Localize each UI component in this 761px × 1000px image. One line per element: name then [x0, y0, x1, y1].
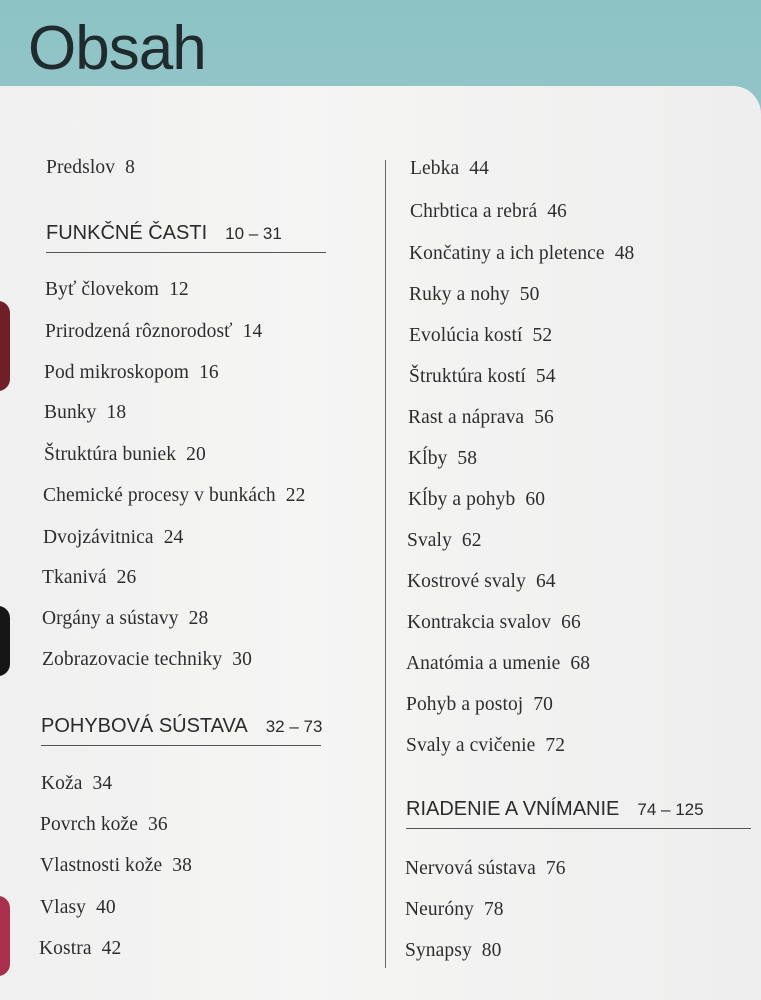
- entry-page-number: 80: [481, 940, 502, 961]
- section-page-range: 32 – 73: [265, 717, 323, 736]
- entry-page-number: 40: [96, 897, 116, 918]
- toc-entry[interactable]: [44, 362, 219, 384]
- toc-entry[interactable]: [409, 325, 552, 347]
- toc-entry[interactable]: [42, 608, 208, 630]
- entry-page-number: 44: [469, 158, 489, 179]
- toc-entry[interactable]: [410, 158, 489, 180]
- entry-title: Bunky: [44, 402, 97, 423]
- entry-title: Vlastnosti kože: [40, 855, 163, 876]
- entry-page-number: 26: [116, 567, 137, 588]
- entry-title: Evolúcia kostí: [409, 325, 523, 346]
- entry-title: Chemické procesy v bunkách: [43, 485, 276, 506]
- toc-entry[interactable]: [42, 567, 136, 589]
- column-divider: [385, 160, 386, 968]
- entry-title: Končatiny a ich pletence: [409, 243, 605, 264]
- toc-entry[interactable]: [406, 694, 553, 716]
- entry-title: Zobrazovacie techniky: [42, 649, 223, 670]
- entry-page-number: 70: [533, 694, 554, 715]
- toc-entry[interactable]: [405, 858, 566, 880]
- toc-entry[interactable]: [408, 489, 545, 511]
- entry-title: Chrbtica a rebrá: [410, 201, 538, 222]
- toc-entry[interactable]: [43, 485, 305, 507]
- entry-page-number: 62: [461, 530, 482, 551]
- entry-page-number: 54: [535, 366, 556, 387]
- entry-title: Kĺby: [408, 448, 448, 469]
- toc-entry[interactable]: [409, 284, 539, 306]
- toc-entry[interactable]: [44, 402, 126, 424]
- entry-title: Prirodzená rôznorodosť: [45, 321, 233, 342]
- entry-title: Kostrové svaly: [407, 571, 526, 592]
- toc-entry[interactable]: [407, 612, 581, 634]
- entry-title: Rast a náprava: [408, 407, 525, 428]
- entry-page-number: 78: [483, 899, 504, 920]
- entry-page-number: 22: [285, 485, 306, 506]
- entry-title: Koža: [41, 773, 83, 794]
- entry-page-number: 56: [534, 407, 554, 428]
- entry-page-number: 28: [188, 608, 209, 629]
- toc-entry[interactable]: [408, 407, 554, 429]
- entry-title: Tkanivá: [42, 567, 107, 588]
- entry-title: Kontrakcia svalov: [407, 612, 552, 633]
- entry-page-number: 18: [106, 402, 127, 423]
- section-title: RIADENIE A VNÍMANIE: [406, 798, 620, 820]
- entry-title: Štruktúra kostí: [409, 366, 526, 387]
- toc-entry[interactable]: [39, 938, 121, 960]
- toc-entry[interactable]: [40, 814, 168, 836]
- entry-title: Vlasy: [40, 897, 86, 918]
- toc-entry[interactable]: [409, 243, 634, 265]
- toc-entry[interactable]: [45, 321, 262, 343]
- section-page-range: 10 – 31: [225, 224, 282, 243]
- toc-entry[interactable]: [407, 530, 482, 552]
- entry-title: Svaly: [407, 530, 452, 551]
- photo-edge-red: [0, 301, 10, 391]
- entry-title: Svaly a cvičenie: [406, 735, 536, 756]
- entry-title: Nervová sústava: [405, 858, 536, 879]
- entry-page-number: 48: [614, 243, 635, 264]
- entry-title: Kostra: [39, 938, 92, 959]
- entry-page-number: 64: [535, 571, 556, 592]
- toc-entry[interactable]: [40, 855, 192, 877]
- toc-entry[interactable]: [405, 940, 502, 962]
- entry-page-number: 42: [101, 938, 122, 959]
- entry-page-number: 52: [532, 325, 553, 346]
- entry-title: Kĺby a pohyb: [408, 489, 516, 510]
- entry-page-number: 60: [525, 489, 546, 510]
- toc-entry[interactable]: [405, 899, 504, 921]
- entry-page-number: 34: [92, 773, 113, 794]
- toc-entry[interactable]: [41, 773, 112, 795]
- toc-entry[interactable]: [40, 897, 116, 919]
- photo-edge-pink: [0, 896, 10, 976]
- toc-entry[interactable]: [42, 649, 252, 671]
- entry-page-number: 14: [242, 321, 263, 342]
- toc-entry[interactable]: [44, 444, 206, 466]
- entry-title: Anatómia a umenie: [406, 653, 561, 674]
- section-title: FUNKČNÉ ČASTI: [46, 222, 208, 244]
- entry-page-number: 16: [199, 362, 219, 383]
- entry-title: Dvojzávitnica: [43, 527, 154, 548]
- entry-page-number: 38: [172, 855, 192, 876]
- toc-entry[interactable]: [410, 201, 567, 223]
- entry-page-number: 76: [545, 858, 566, 879]
- toc-entry[interactable]: [45, 279, 189, 301]
- page-title: Obsah: [28, 14, 206, 83]
- entry-title: Lebka: [410, 158, 460, 179]
- entry-page-number: 72: [545, 735, 566, 756]
- toc-entry[interactable]: [46, 157, 135, 179]
- entry-page-number: 66: [561, 612, 581, 633]
- entry-title: Orgány a sústavy: [42, 608, 179, 629]
- entry-title: Ruky a nohy: [409, 284, 510, 305]
- entry-page-number: 30: [232, 649, 252, 670]
- toc-entry[interactable]: [409, 366, 556, 388]
- entry-page-number: 58: [457, 448, 478, 469]
- entry-title: Synapsy: [405, 940, 472, 961]
- section-page-range: 74 – 125: [637, 800, 704, 819]
- entry-title: Byť človekom: [45, 279, 160, 300]
- toc-section-heading[interactable]: [46, 222, 326, 253]
- toc-entry[interactable]: [406, 735, 565, 757]
- entry-page-number: 24: [163, 527, 184, 548]
- toc-entry[interactable]: [406, 653, 590, 675]
- toc-section-heading[interactable]: [406, 798, 751, 829]
- toc-section-heading[interactable]: [41, 715, 321, 746]
- entry-page-number: 20: [186, 444, 206, 465]
- toc-entry[interactable]: [43, 527, 183, 549]
- toc-entry[interactable]: [408, 448, 477, 470]
- entry-title: Povrch kože: [40, 814, 139, 835]
- entry-title: Predslov: [46, 157, 116, 178]
- entry-title: Neuróny: [405, 899, 474, 920]
- section-title: POHYBOVÁ SÚSTAVA: [41, 715, 248, 737]
- entry-page-number: 8: [125, 157, 135, 178]
- entry-page-number: 50: [519, 284, 540, 305]
- entry-page-number: 46: [547, 201, 567, 222]
- entry-page-number: 12: [169, 279, 189, 300]
- entry-page-number: 68: [570, 653, 591, 674]
- entry-title: Štruktúra buniek: [44, 444, 177, 465]
- entry-page-number: 36: [148, 814, 168, 835]
- entry-title: Pohyb a postoj: [406, 694, 524, 715]
- photo-edge-dark: [0, 606, 10, 676]
- entry-title: Pod mikroskopom: [44, 362, 190, 383]
- toc-entry[interactable]: [407, 571, 556, 593]
